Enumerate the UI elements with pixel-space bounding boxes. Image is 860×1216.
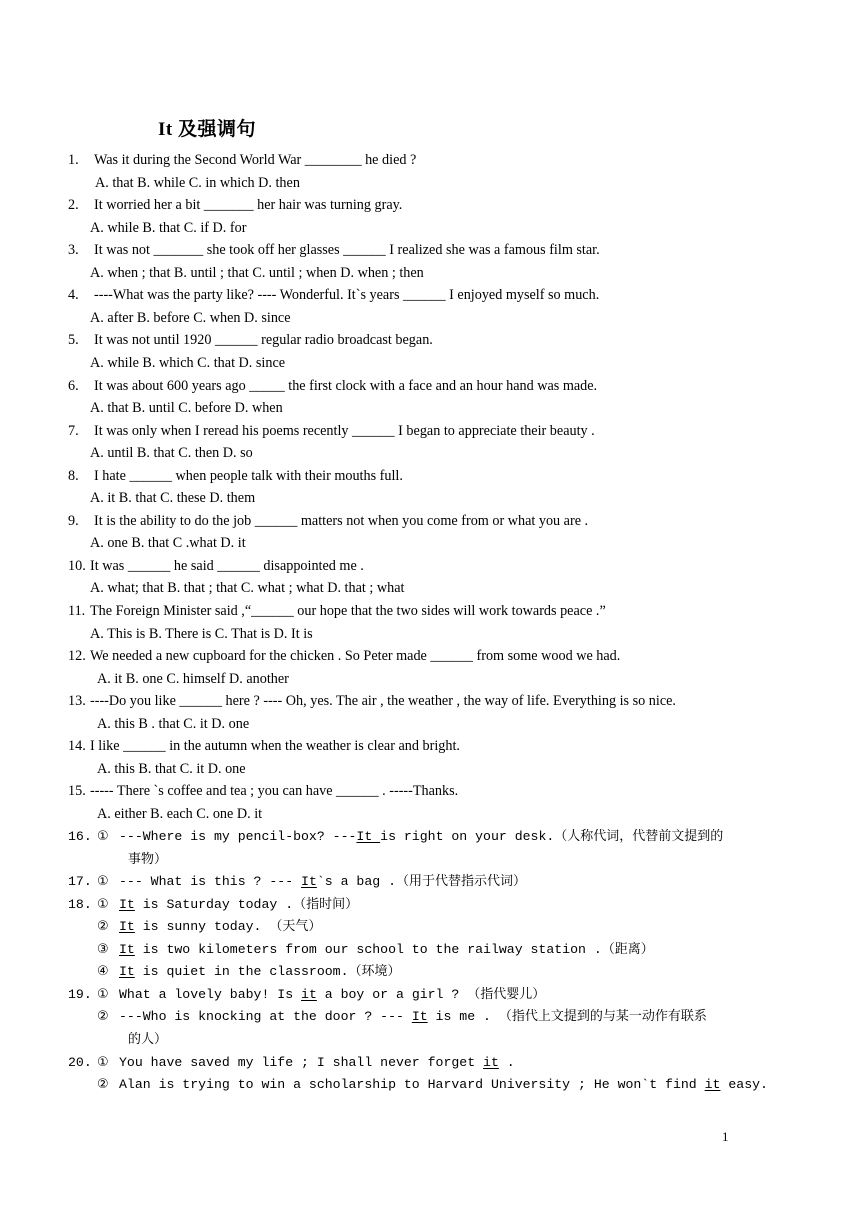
chinese-note: （指代婴儿）: [467, 986, 546, 1002]
underlined-it: It: [356, 829, 381, 844]
circled-number: ①: [97, 829, 109, 844]
question-number: 9.: [68, 512, 79, 529]
usage-sentence: [119, 895, 358, 915]
page-title: It 及强调句: [158, 119, 256, 140]
usage-sentence: [119, 1075, 768, 1095]
underlined-it: It: [411, 1009, 428, 1025]
usage-sentence: [119, 1053, 515, 1073]
circled-number: ②: [97, 1077, 109, 1093]
sentence-text: is me .: [427, 1009, 499, 1025]
underlined-it: It: [301, 874, 317, 890]
question-stem: We needed a new cupboard for the chicken . So Peter made ______ from some wood we had.: [90, 648, 621, 665]
sentence-text: You have saved my life ; I shall never forget: [119, 1054, 484, 1070]
usage-sentence: [119, 985, 545, 1005]
usage-sentence: [119, 962, 401, 982]
chinese-note: （距离）: [601, 941, 654, 957]
circled-number: ①: [97, 896, 109, 912]
question-options: A. after B. before C. when D. since: [90, 309, 291, 326]
question-number: 15.: [68, 783, 86, 800]
usage-number: 17.: [68, 874, 92, 890]
question-number: 7.: [68, 422, 79, 439]
question-stem: ----What was the party like? ---- Wonderful. It`s years ______ I enjoyed myself so much.: [94, 287, 600, 304]
circled-number: ③: [97, 941, 109, 957]
underlined-it: It: [119, 919, 135, 935]
sentence-text: ---Who is knocking at the door ? ---: [119, 1009, 412, 1025]
question-stem: The Foreign Minister said ,“______ our hope that the two sides will work towards peace .”: [90, 603, 606, 619]
question-options: A. it B. one C. himself D. another: [97, 670, 289, 687]
sentence-text: is right on your desk.: [380, 829, 555, 844]
question-stem: It worried her a bit _______ her hair was turning gray.: [94, 197, 403, 214]
usage-number: 16.: [68, 829, 92, 844]
sentence-text: is sunny today.: [134, 919, 270, 935]
question-number: 6.: [68, 377, 79, 394]
question-options: A. either B. each C. one D. it: [97, 805, 263, 822]
usage-number: 19.: [68, 986, 92, 1002]
sentence-text: is quiet in the classroom.: [134, 964, 349, 980]
question-stem: It was not _______ she took off her glasses ______ I realized she was a famous film star.: [94, 242, 600, 259]
question-number: 14.: [68, 738, 86, 755]
circled-number: ①: [97, 874, 109, 890]
chinese-note: （指代上文提到的与某一动作有联系: [498, 1009, 707, 1025]
question-options: A. that B. until C. before D. when: [90, 400, 283, 417]
question-number: 10.: [68, 557, 86, 574]
chinese-note: （天气）: [269, 919, 322, 935]
question-number: 3.: [68, 242, 79, 259]
question-number: 5.: [68, 332, 79, 349]
sentence-text: .: [498, 1054, 515, 1070]
question-number: 13.: [68, 693, 86, 710]
question-number: 1.: [68, 152, 79, 168]
usage-sentence: [119, 940, 654, 960]
sentence-text: --- What is this ? ---: [119, 874, 302, 890]
question-stem: ----- There `s coffee and tea ; you can have ______ . -----Thanks.: [90, 783, 459, 800]
question-options: A. this B . that C. it D. one: [97, 715, 250, 732]
chinese-note: （用于代替指示代词）: [396, 874, 527, 890]
question-number: 11.: [68, 603, 86, 619]
question-options: A. while B. that C. if D. for: [90, 219, 247, 236]
question-options: A. when ; that B. until ; that C. until ; when D. when ; then: [90, 264, 424, 281]
chinese-note: （环境）: [348, 964, 401, 980]
usage-sentence: [119, 1007, 707, 1027]
question-options: A. that B. while C. in which D. then: [95, 174, 300, 191]
question-options: A. until B. that C. then D. so: [90, 445, 253, 462]
usage-sentence: [119, 827, 723, 847]
question-stem: It was about 600 years ago _____ the first clock with a face and an hour hand was made.: [94, 377, 598, 394]
circled-number: ②: [97, 1009, 109, 1025]
question-stem: It was not until 1920 ______ regular radio broadcast began.: [94, 332, 433, 349]
question-options: A. one B. that C .what D. it: [90, 535, 246, 552]
underlined-it: it: [704, 1077, 721, 1093]
underlined-it: It: [119, 964, 135, 980]
sentence-text: a boy or a girl ?: [316, 986, 468, 1002]
question-stem: It was only when I reread his poems recently ______ I began to appreciate their beauty .: [94, 422, 595, 439]
underlined-it: it: [301, 986, 317, 1002]
question-options: A. what; that B. that ; that C. what ; what D. that ; what: [90, 580, 405, 597]
chinese-note: （人称代词，代替前文提到的: [554, 829, 724, 844]
page-number: 1: [722, 1129, 729, 1144]
question-stem: I like ______ in the autumn when the weather is clear and bright.: [90, 738, 460, 755]
underlined-it: it: [483, 1054, 499, 1070]
sentence-text: `s a bag .: [316, 874, 396, 890]
question-number: 4.: [68, 287, 79, 304]
sentence-text: What a lovely baby! Is: [119, 986, 302, 1002]
question-number: 8.: [68, 467, 79, 484]
question-stem: It is the ability to do the job ______ matters not when you come from or what you are .: [94, 512, 589, 529]
question-options: A. it B. that C. these D. them: [90, 490, 256, 507]
question-stem: Was it during the Second World War ________ he died ?: [94, 152, 417, 168]
question-stem: I hate ______ when people talk with their mouths full.: [94, 467, 403, 484]
underlined-it: It: [119, 896, 135, 912]
underlined-it: It: [119, 941, 135, 957]
question-stem: It was ______ he said ______ disappointed me .: [90, 557, 364, 574]
usage-number: 20.: [68, 1054, 92, 1070]
question-number: 2.: [68, 197, 79, 214]
sentence-text: easy.: [720, 1077, 768, 1093]
question-number: 12.: [68, 648, 86, 665]
sentence-text: ---Where is my pencil-box? ---: [119, 829, 357, 844]
sentence-text: is two kilometers from our school to the railway station .: [134, 941, 602, 957]
usage-number: 18.: [68, 896, 92, 912]
circled-number: ④: [97, 964, 109, 980]
sentence-text: Alan is trying to win a scholarship to Harvard University ; He won`t find: [119, 1077, 705, 1093]
circled-number: ②: [97, 919, 109, 935]
circled-number: ①: [97, 986, 109, 1002]
question-stem: ----Do you like ______ here ? ---- Oh, yes. The air , the weather , the way of life. Everything is so nice.: [90, 693, 676, 710]
usage-sentence: [119, 872, 526, 892]
sentence-text: is Saturday today .: [134, 896, 294, 912]
chinese-note-continued: 事物）: [128, 851, 168, 867]
question-options: A. This is B. There is C. That is D. It is: [90, 625, 313, 642]
usage-sentence: [119, 917, 321, 937]
question-options: A. this B. that C. it D. one: [97, 760, 246, 777]
circled-number: ①: [97, 1054, 109, 1070]
chinese-note: （指时间）: [293, 896, 359, 912]
question-options: A. while B. which C. that D. since: [90, 354, 286, 371]
chinese-note-continued: 的人）: [128, 1031, 168, 1047]
